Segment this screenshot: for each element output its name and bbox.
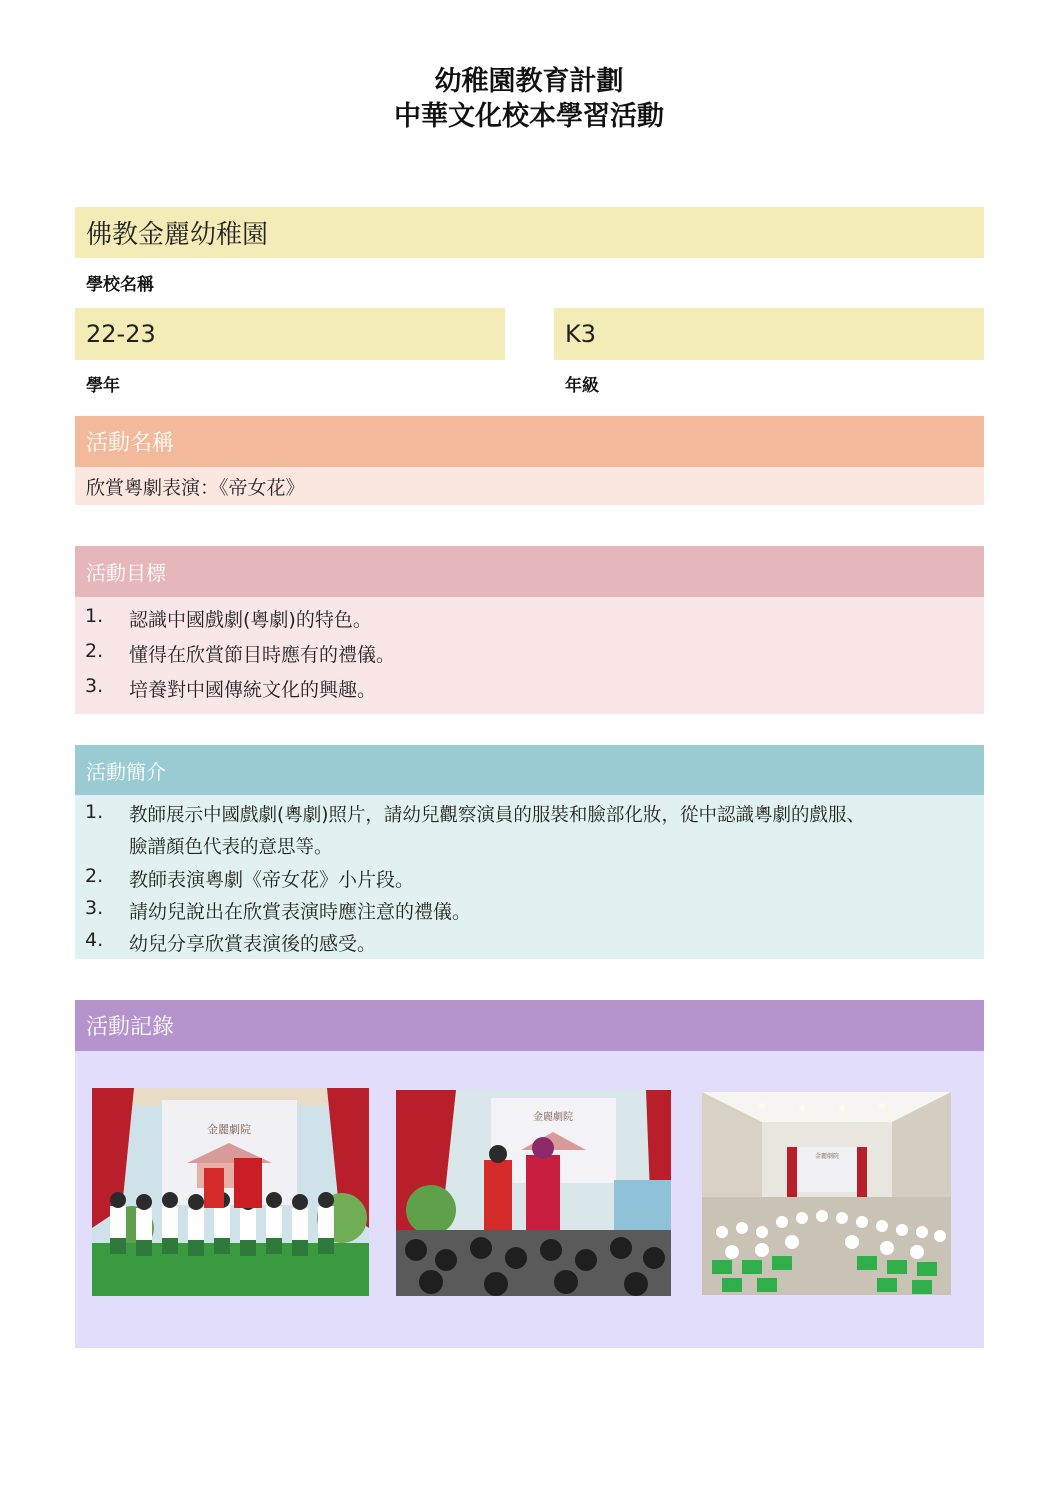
school-name-field bbox=[75, 207, 984, 258]
objectives-header bbox=[75, 546, 984, 597]
page-title-line2: 中華文化校本學習活動 bbox=[394, 101, 664, 132]
grade-value: K3 bbox=[565, 320, 597, 348]
intro-body bbox=[75, 795, 984, 959]
intro-item bbox=[85, 897, 980, 929]
objective-number: 3. bbox=[85, 675, 104, 697]
activity-name-value: 欣賞粵劇表演：《帝女花》 bbox=[86, 476, 305, 499]
record-heading: 活動記錄 bbox=[86, 1015, 175, 1040]
objectives-list bbox=[85, 605, 965, 710]
intro-header bbox=[75, 745, 984, 795]
activity-name-heading: 活動名稱 bbox=[86, 431, 175, 456]
intro-text-line2: 臉譜顏色代表的意思等。 bbox=[129, 837, 333, 858]
stage-banner-text: 金麗劇院 bbox=[207, 1123, 251, 1136]
objective-number: 1. bbox=[85, 605, 104, 627]
objective-text: 培養對中國傳統文化的興趣。 bbox=[129, 679, 377, 701]
intro-item bbox=[85, 929, 980, 961]
grade-label: 年級 bbox=[565, 376, 599, 396]
objective-item bbox=[85, 640, 965, 675]
grade-field bbox=[554, 308, 984, 360]
record-header bbox=[75, 1000, 984, 1051]
objective-item bbox=[85, 605, 965, 640]
intro-text: 教師表演粵劇《帝女花》小片段。 bbox=[129, 869, 415, 891]
objectives-heading: 活動目標 bbox=[86, 561, 166, 585]
performance-photo bbox=[396, 1090, 671, 1296]
hall-banner-text: 金麗劇院 bbox=[814, 1153, 840, 1160]
performance-banner-text: 金麗劇院 bbox=[533, 1112, 573, 1123]
intro-item bbox=[85, 865, 980, 897]
intro-text: 請幼兒說出在欣賞表演時應注意的禮儀。 bbox=[129, 901, 472, 923]
school-year-field bbox=[75, 308, 505, 360]
activity-name-header bbox=[75, 416, 984, 467]
school-name-value: 佛教金麗幼稚園 bbox=[86, 220, 269, 250]
objective-number: 2. bbox=[85, 640, 104, 662]
intro-list bbox=[85, 801, 980, 961]
intro-item bbox=[85, 801, 980, 865]
intro-number: 3. bbox=[85, 897, 104, 919]
intro-text: 幼兒分享欣賞表演後的感受。 bbox=[129, 933, 377, 955]
activity-name-body bbox=[75, 467, 984, 505]
intro-number: 2. bbox=[85, 865, 104, 887]
intro-number: 1. bbox=[85, 801, 104, 823]
intro-text-line1: 教師展示中國戲劇(粵劇)照片，請幼兒觀察演員的服裝和臉部化妝，從中認識粵劇的戲服、 bbox=[129, 805, 865, 826]
objective-text: 懂得在欣賞節目時應有的禮儀。 bbox=[129, 644, 396, 666]
audience-hall-photo bbox=[702, 1092, 951, 1295]
stage-group-photo bbox=[92, 1088, 369, 1296]
school-year-value: 22-23 bbox=[86, 320, 156, 348]
intro-number: 4. bbox=[85, 929, 104, 951]
objective-text: 認識中國戲劇(粵劇)的特色。 bbox=[129, 609, 372, 631]
objective-item bbox=[85, 675, 965, 710]
page-title-line1: 幼稚園教育計劃 bbox=[434, 66, 624, 97]
school-year-label: 學年 bbox=[86, 376, 120, 396]
school-name-label: 學校名稱 bbox=[86, 275, 154, 295]
objectives-body bbox=[75, 597, 984, 714]
intro-heading: 活動簡介 bbox=[86, 759, 166, 784]
